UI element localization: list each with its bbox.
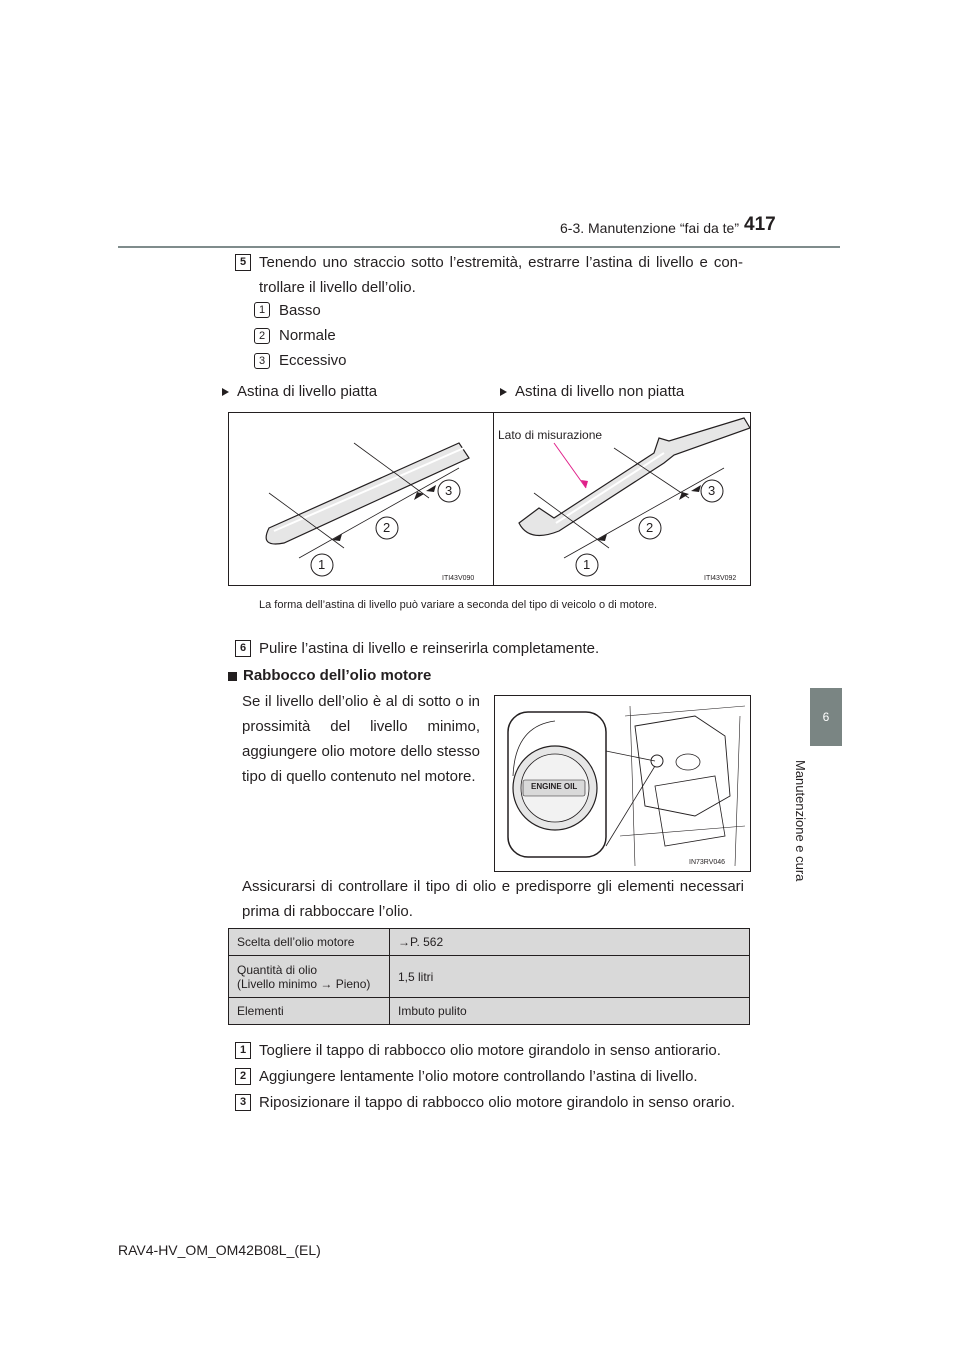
marker-3: 3 (708, 483, 716, 498)
table-row (229, 956, 750, 998)
refill-heading-text: Rabbocco dell’olio motore (243, 667, 432, 684)
non-flat-dipstick-figure (493, 412, 751, 586)
table-value: 1,5 litri (390, 956, 750, 998)
chapter-tab: 6 (810, 688, 842, 746)
refill-step-1-text: Togliere il tappo di rabbocco olio motore girandolo in senso antiorario. (259, 1042, 721, 1059)
table-label (229, 956, 390, 998)
level-2-number: 2 (254, 328, 270, 344)
marker-2: 2 (383, 520, 391, 535)
document-code: RAV4-HV_OM_OM42B08L_(EL) (118, 1242, 321, 1258)
figure-code: ITI43V090 (442, 575, 475, 582)
figure-left-title (222, 379, 377, 404)
oil-spec-table (228, 928, 750, 1025)
figure-code: IN73RV046 (689, 859, 726, 866)
triangle-bullet-icon (500, 388, 507, 396)
marker-1: 1 (318, 557, 326, 572)
step-5-number: 5 (235, 254, 251, 271)
flat-dipstick-illustration (229, 413, 494, 585)
step-5-text-line1: Tenendo uno straccio sotto l’estremità, estrarre l’astina di livello e con- (259, 254, 743, 271)
header-divider (118, 246, 840, 248)
level-3-label: Eccessivo (279, 352, 347, 369)
cap-label: ENGINE OIL (531, 782, 578, 791)
refill-step-2-text: Aggiungere lentamente l’olio motore controllando l’astina di livello. (259, 1068, 698, 1085)
chapter-label: Manutenzione e cura (793, 760, 808, 882)
figure-left-title-text: Astina di livello piatta (237, 383, 378, 400)
flat-dipstick-figure (228, 412, 495, 586)
oil-cap-figure (494, 695, 751, 872)
refill-note: Assicurarsi di controllare il tipo di olio e predisporre gli elementi necessari prima di rabboccare l’olio. (242, 878, 744, 920)
table-label: Elementi (229, 998, 390, 1025)
table-row (229, 929, 750, 956)
measuring-side-label: Lato di misurazione (498, 428, 603, 442)
step-5-text-line2: trollare il livello dell’olio. (259, 279, 416, 296)
refill-step-1-number: 1 (235, 1042, 251, 1059)
refill-step-2-number: 2 (235, 1068, 251, 1085)
figure-right-title-text: Astina di livello non piatta (515, 383, 685, 400)
table-label-line2: (Livello minimo → Pieno) (237, 976, 371, 991)
square-bullet-icon (228, 672, 237, 681)
refill-step-3-number: 3 (235, 1094, 251, 1111)
table-value: Imbuto pulito (390, 998, 750, 1025)
level-3-number: 3 (254, 353, 270, 369)
page-number: 417 (744, 214, 776, 235)
step-6-text: Pulire l’astina di livello e reinserirla completamente. (259, 640, 600, 657)
table-value: →P. 562 (390, 929, 750, 956)
figure-right-title (500, 379, 684, 404)
figure-code: ITI43V092 (704, 575, 737, 582)
level-1-number: 1 (254, 302, 270, 318)
triangle-bullet-icon (222, 388, 229, 396)
level-1-label: Basso (279, 302, 321, 319)
table-label: Scelta dell’olio motore (229, 929, 390, 956)
step-5-text (259, 250, 743, 300)
step-6-number: 6 (235, 640, 251, 657)
marker-3: 3 (445, 483, 453, 498)
refill-paragraph: Se il livello dell’olio è al di sotto o in prossimità del livello minimo, aggiungere olio motore dello stesso tipo di quello contenuto nel motore. (242, 693, 480, 785)
table-row (229, 998, 750, 1025)
figure-caption: La forma dell’astina di livello può variare a seconda del tipo di veicolo o di motore. (259, 599, 658, 611)
marker-2: 2 (646, 520, 654, 535)
refill-heading (228, 663, 431, 688)
section-title: 6-3. Manutenzione “fai da te” (560, 220, 739, 236)
marker-1: 1 (583, 557, 591, 572)
level-2-label: Normale (279, 327, 336, 344)
table-label-line1: Quantità di olio (237, 962, 318, 977)
refill-step-3-text: Riposizionare il tappo di rabbocco olio motore girandolo in senso orario. (259, 1094, 736, 1111)
